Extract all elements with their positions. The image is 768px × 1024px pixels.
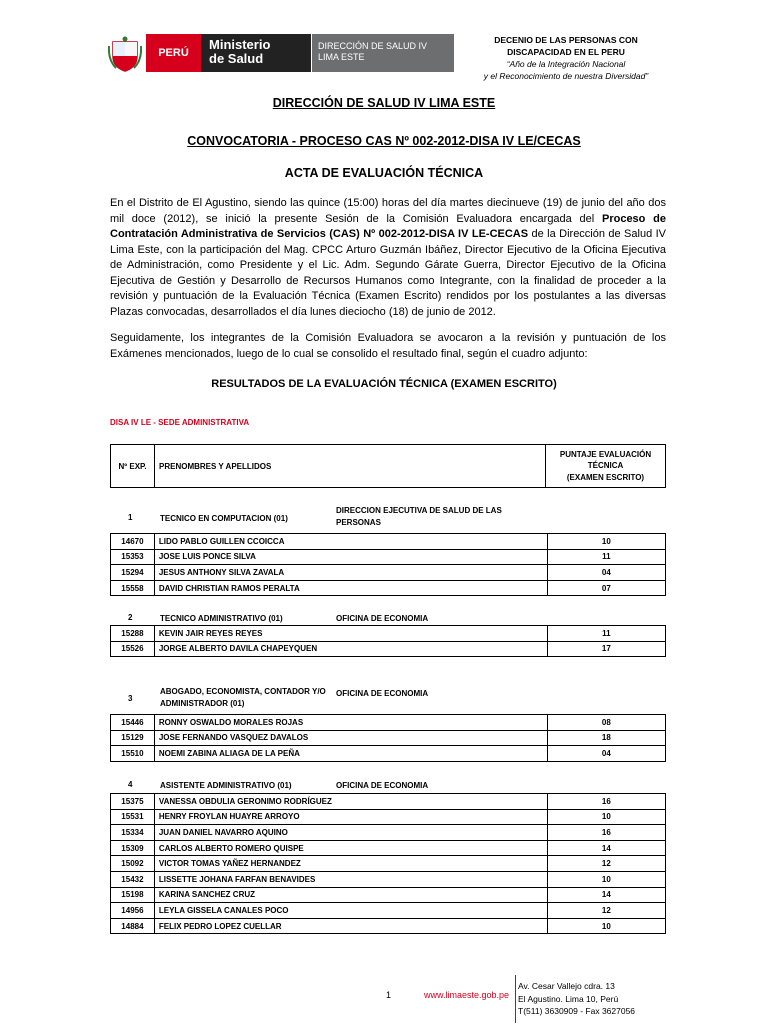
table-row [111, 746, 666, 762]
table-row [111, 641, 666, 657]
row-score: 17 [547, 641, 665, 657]
row-exp: 15531 [111, 809, 155, 825]
table-row [111, 534, 666, 550]
group-number: 2 [128, 613, 133, 622]
row-name: JESUS ANTHONY SILVA ZAVALA [154, 565, 547, 581]
peru-label: PERÚ [158, 47, 189, 59]
row-score: 08 [547, 715, 665, 731]
header-name: PRENOMBRES Y APELLIDOS [155, 445, 546, 488]
website-link[interactable]: www.limaeste.gob.pe [424, 990, 510, 1000]
table-row [111, 840, 666, 856]
row-name: JOSE FERNANDO VASQUEZ DAVALOS [154, 730, 547, 746]
row-score: 07 [547, 580, 665, 596]
group-position: TECNICO EN COMPUTACION (01) [160, 514, 288, 523]
row-score: 16 [547, 825, 665, 841]
table-row [111, 549, 666, 565]
row-exp: 14884 [111, 918, 155, 934]
row-exp: 14956 [111, 903, 155, 919]
row-exp: 15309 [111, 840, 155, 856]
table-row [111, 580, 666, 596]
group-number: 3 [128, 694, 133, 703]
row-score: 11 [547, 549, 665, 565]
intro-paragraph: En el Distrito de El Agustino, siendo las quince (15:00) horas del día martes diecinueve (19) de junio del año dos mil doce (2012), se inició la presente Sesión de la Comisión Evaluadora encargada del Proceso de Contratación Administrativa de Servicios (CAS) Nº 002-2012-DISA IV LE-CECAS de la Dirección de Salud IV Lima Este, con la participación del Mag. CPCC Arturo Guzmán Ibáñez, Director Ejecutivo de la Oficina Ejecutiva de Administración, como Presidente y el Lic. Adm. Segundo Gárate Guerra, Director Ejecutivo de la Oficina Ejecutiva de Gestión y Desarrollo de Recursos Humanos como Integrante, con la finalidad de proceder a la revisión y puntuación de la Evaluación Técnica (Examen Escrito) rendidos por los postulantes a las diversas Plazas convocadas, desarrollados el día lunes dieciocho (18) de junio de 2012. [110, 197, 667, 318]
row-name: KEVIN JAIR REYES REYES [154, 626, 547, 642]
peru-logo-box [146, 34, 201, 72]
acta-title: ACTA DE EVALUACIÓN TÉCNICA [284, 166, 484, 180]
row-exp: 15288 [111, 626, 155, 642]
group-position: ASISTENTE ADMINISTRATIVO (01) [160, 781, 292, 790]
row-exp: 14670 [111, 534, 155, 550]
results-table-header [110, 444, 666, 488]
group-office: OFICINA DE ECONOMIA [336, 781, 429, 790]
decenio-line-1: DECENIO DE LAS PERSONAS CON [494, 35, 638, 45]
row-score: 12 [547, 856, 665, 872]
page-number: 1 [386, 990, 392, 1000]
row-exp: 15558 [111, 580, 155, 596]
results-table [110, 793, 666, 934]
row-exp: 15092 [111, 856, 155, 872]
table-row [111, 856, 666, 872]
row-score: 18 [547, 730, 665, 746]
group-office: OFICINA DE ECONOMIA [336, 614, 429, 623]
group-number: 1 [128, 513, 133, 522]
results-title: RESULTADOS DE LA EVALUACIÓN TÉCNICA (EXAMEN ESCRITO) [211, 378, 557, 390]
convocatoria-title: CONVOCATORIA - PROCESO CAS Nº 002-2012-DISA IV LE/CECAS [187, 134, 581, 148]
group-office: DIRECCION EJECUTIVA DE SALUD DE LAS PERSONAS [336, 506, 502, 527]
row-score: 11 [547, 626, 665, 642]
group-number: 4 [128, 780, 133, 789]
row-score: 10 [547, 809, 665, 825]
row-name: DAVID CHRISTIAN RAMOS PERALTA [154, 580, 547, 596]
table-row [111, 730, 666, 746]
row-name: FELIX PEDRO LOPEZ CUELLAR [154, 918, 547, 934]
footer-address: Av. Cesar Vallejo cdra. 13 El Agustino. Lima 10, Perú T(511) 3630909 - Fax 3627056 [518, 981, 636, 1016]
group-office: OFICINA DE ECONOMIA [336, 689, 429, 698]
row-exp: 15526 [111, 641, 155, 657]
row-name: NOEMI ZABINA ALIAGA DE LA PEÑA [154, 746, 547, 762]
row-exp: 15446 [111, 715, 155, 731]
row-name: LISSETTE JOHANA FARFAN BENAVIDES [154, 871, 547, 887]
decenio-line-2: DISCAPACIDAD EN EL PERU [507, 47, 625, 57]
row-score: 14 [547, 840, 665, 856]
row-exp: 15353 [111, 549, 155, 565]
peru-crest-icon [108, 36, 142, 72]
table-row [111, 887, 666, 903]
ministerio-logo-box [201, 34, 311, 72]
table-row [111, 715, 666, 731]
row-exp: 15510 [111, 746, 155, 762]
ministerio-line-2: de Salud [209, 51, 264, 66]
disa-logo-box [312, 34, 454, 72]
row-exp: 15294 [111, 565, 155, 581]
row-score: 16 [547, 794, 665, 810]
row-exp: 15198 [111, 887, 155, 903]
row-name: HENRY FROYLAN HUAYRE ARROYO [154, 809, 547, 825]
table-row [111, 565, 666, 581]
row-score: 12 [547, 903, 665, 919]
row-name: VANESSA OBDULIA GERONIMO RODRÍGUEZ [154, 794, 547, 810]
ministerio-line-1: Ministerio [209, 37, 271, 52]
decenio-motto [456, 34, 676, 82]
row-exp: 15375 [111, 794, 155, 810]
row-score: 10 [547, 918, 665, 934]
results-table [110, 714, 666, 762]
row-name: KARINA SANCHEZ CRUZ [154, 887, 547, 903]
table-row [111, 903, 666, 919]
row-score: 04 [547, 746, 665, 762]
results-table [110, 625, 666, 657]
section-label: DISA IV LE - SEDE ADMINISTRATIVA [110, 418, 250, 427]
row-name: VICTOR TOMAS YAÑEZ HERNANDEZ [154, 856, 547, 872]
table-row [111, 626, 666, 642]
table-row [111, 918, 666, 934]
row-name: JUAN DANIEL NAVARRO AQUINO [154, 825, 547, 841]
second-paragraph: Seguidamente, los integrantes de la Comisión Evaluadora se avocaron a la revisión y puntuación de los Exámenes mencionados, luego de lo cual se consolido el resultado final, según el cuadro adjunto: [110, 332, 666, 360]
decenio-line-4: y el Reconocimiento de nuestra Diversidad” [483, 71, 649, 81]
decenio-line-3: “Año de la Integración Nacional [506, 59, 626, 69]
row-exp: 15129 [111, 730, 155, 746]
page-title: DIRECCIÓN DE SALUD IV LIMA ESTE [272, 96, 496, 110]
row-name: LEYLA GISSELA CANALES POCO [154, 903, 547, 919]
row-score: 10 [547, 871, 665, 887]
row-name: CARLOS ALBERTO ROMERO QUISPE [154, 840, 547, 856]
header-score: PUNTAJE EVALUACIÓN TÉCNICA (EXAMEN ESCRITO) [546, 445, 666, 488]
row-name: JORGE ALBERTO DAVILA CHAPEYQUEN [154, 641, 547, 657]
group-position: ABOGADO, ECONOMISTA, CONTADOR Y/O ADMINISTRADOR (01) [160, 687, 326, 708]
row-name: JOSE LUIS PONCE SILVA [154, 549, 547, 565]
row-name: LIDO PABLO GUILLEN CCOICCA [154, 534, 547, 550]
row-score: 04 [547, 565, 665, 581]
row-name: RONNY OSWALDO MORALES ROJAS [154, 715, 547, 731]
table-row [111, 794, 666, 810]
row-exp: 15334 [111, 825, 155, 841]
row-exp: 15432 [111, 871, 155, 887]
results-table [110, 533, 666, 596]
table-row [111, 871, 666, 887]
group-position: TECNICO ADMINISTRATIVO (01) [160, 614, 283, 623]
table-row [111, 809, 666, 825]
row-score: 10 [547, 534, 665, 550]
table-row [111, 825, 666, 841]
footer-divider [515, 975, 516, 1023]
header-exp: Nº EXP. [111, 445, 155, 488]
row-score: 14 [547, 887, 665, 903]
disa-line-2: LIMA ESTE [318, 52, 365, 62]
disa-line-1: DIRECCIÓN DE SALUD IV [318, 41, 428, 51]
